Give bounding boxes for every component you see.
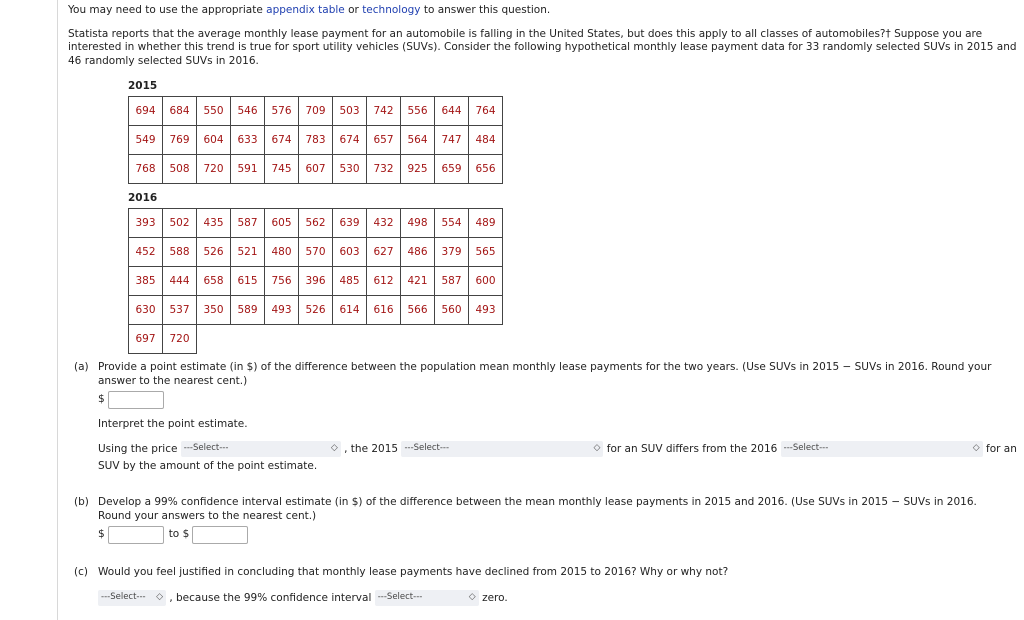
table-row: [129, 267, 503, 296]
table-cell: 503: [333, 97, 367, 126]
table-cell: 566: [401, 296, 435, 325]
table-cell: 485: [333, 267, 367, 296]
table-cell: 697: [129, 325, 163, 354]
point-estimate-input[interactable]: [108, 391, 164, 409]
instructions-post: to answer this question.: [423, 4, 551, 16]
table-cell: 720: [197, 155, 231, 184]
table-cell: 742: [367, 97, 401, 126]
table-cell: 493: [265, 296, 299, 325]
intro-paragraph: Statista reports that the average monthly lease payment for an automobile is falling in the United States, but does this apply to all classes of automobiles?† Suppose you are interested in whether this trend is true for sport utility vehicles (SUVs). Consider the following hypothetical monthly lease payment data for 33 randomly selected SUVs in 2015 and 46 randomly selected SUVs in 2016.: [68, 27, 1017, 67]
table-cell: 674: [333, 126, 367, 155]
table-cell: 604: [197, 126, 231, 155]
table-2016: [128, 208, 503, 354]
select-price-stat-value: ---Select---: [183, 442, 229, 453]
table-cell: 768: [129, 155, 163, 184]
part-c-question: Would you feel justified in concluding that monthly lease payments have declined from 2015 to 2016? Why or why not?: [98, 566, 729, 578]
table-cell: 764: [469, 97, 503, 126]
year-2015-label: 2015: [128, 80, 158, 92]
select-2016-stat-value: ---Select---: [783, 442, 829, 453]
table-cell: 747: [435, 126, 469, 155]
table-cell: 633: [231, 126, 265, 155]
part-a-question: Provide a point estimate (in $) of the difference between the population mean monthly lease payments for the two years. (Use SUVs in 2015 − SUVs in 2016. Round your answer to the nearest cent.): [98, 361, 992, 387]
table-cell: 591: [231, 155, 265, 184]
part-a: [0, 361, 1017, 473]
select-ci-relation[interactable]: [375, 590, 479, 606]
part-c-label: (c): [74, 566, 88, 578]
table-cell: 656: [469, 155, 503, 184]
table-cell: 732: [367, 155, 401, 184]
chevron-updown-icon: ◇: [468, 591, 476, 602]
part-a-currency: $: [98, 393, 105, 406]
table-cell: 587: [435, 267, 469, 296]
table-cell: 588: [163, 238, 197, 267]
chevron-updown-icon: ◇: [330, 442, 338, 453]
part-a-label: (a): [74, 361, 89, 373]
table-cell: 526: [299, 296, 333, 325]
table-2016-block: [128, 192, 503, 354]
table-cell: 549: [129, 126, 163, 155]
table-cell: 612: [367, 267, 401, 296]
table-cell: 570: [299, 238, 333, 267]
table-cell: 486: [401, 238, 435, 267]
table-cell: 720: [163, 325, 197, 354]
table-cell: 502: [163, 209, 197, 238]
table-cell: 484: [469, 126, 503, 155]
table-cell: 554: [435, 209, 469, 238]
table-cell: 452: [129, 238, 163, 267]
table-row: [129, 325, 503, 354]
instructions-pre: You may need to use the appropriate: [68, 4, 263, 16]
table-cell: 756: [265, 267, 299, 296]
table-cell: 396: [299, 267, 333, 296]
chevron-updown-icon: ◇: [972, 442, 980, 453]
table-cell: 526: [197, 238, 231, 267]
chevron-updown-icon: ◇: [156, 591, 163, 602]
table-cell: 659: [435, 155, 469, 184]
table-cell: 627: [367, 238, 401, 267]
table-cell: 379: [435, 238, 469, 267]
table-cell: 658: [197, 267, 231, 296]
table-cell: 435: [197, 209, 231, 238]
for-an-text: for an: [986, 442, 1017, 455]
table-cell: 556: [401, 97, 435, 126]
part-b-label: (b): [74, 496, 89, 508]
table-cell: 603: [333, 238, 367, 267]
table-cell: 560: [435, 296, 469, 325]
table-row: [129, 209, 503, 238]
table-cell: 508: [163, 155, 197, 184]
differs-text: for an SUV differs from the 2016: [606, 442, 778, 455]
table-cell: 630: [129, 296, 163, 325]
table-cell: 521: [231, 238, 265, 267]
table-cell: 644: [435, 97, 469, 126]
question-content: [68, 4, 1018, 68]
table-cell: 614: [333, 296, 367, 325]
technology-link[interactable]: technology: [362, 4, 421, 16]
table-cell: 530: [333, 155, 367, 184]
table-cell: 546: [231, 97, 265, 126]
table-cell: 607: [299, 155, 333, 184]
table-cell: 589: [231, 296, 265, 325]
table-cell: 600: [469, 267, 503, 296]
table-cell: 694: [129, 97, 163, 126]
table-cell: 350: [197, 296, 231, 325]
table-cell: 562: [299, 209, 333, 238]
table-cell: 783: [299, 126, 333, 155]
appendix-table-link[interactable]: appendix table: [266, 4, 345, 16]
interpret-prompt: Interpret the point estimate.: [98, 418, 248, 430]
table-cell: 489: [469, 209, 503, 238]
table-cell: 385: [129, 267, 163, 296]
table-cell: 605: [265, 209, 299, 238]
select-justified[interactable]: [98, 590, 166, 606]
table-cell: 432: [367, 209, 401, 238]
table-cell: 587: [231, 209, 265, 238]
table-cell: 615: [231, 267, 265, 296]
table-cell: 769: [163, 126, 197, 155]
table-row: [129, 238, 503, 267]
to-text: to $: [168, 528, 190, 541]
table-2015-block: [128, 80, 503, 184]
instructions-line: [68, 4, 1018, 18]
table-cell: 537: [163, 296, 197, 325]
table-row: [129, 126, 503, 155]
chevron-updown-icon: ◇: [593, 442, 601, 453]
table-cell: 925: [401, 155, 435, 184]
table-cell: 639: [333, 209, 367, 238]
the-2015-text: , the 2015: [344, 442, 399, 455]
zero-text: zero.: [482, 591, 508, 604]
table-cell: 393: [129, 209, 163, 238]
table-cell: 550: [197, 97, 231, 126]
select-2016-stat[interactable]: [781, 441, 983, 457]
part-b-currency: $: [98, 528, 105, 541]
table-cell: 576: [265, 97, 299, 126]
because-text: , because the 99% confidence interval: [169, 591, 372, 604]
part-c: [0, 566, 950, 606]
table-cell: 674: [265, 126, 299, 155]
select-2015-stat[interactable]: [401, 441, 603, 457]
table-row: [129, 296, 503, 325]
select-price-stat[interactable]: [181, 441, 341, 457]
part-b-question: Develop a 99% confidence interval estimate (in $) of the difference between the mean monthly lease payments in 2015 and 2016. (Use SUVs in 2015 − SUVs in 2016. Round your answers to the nearest cent.): [98, 496, 977, 522]
table-cell: 493: [469, 296, 503, 325]
table-cell: 498: [401, 209, 435, 238]
table-cell: 421: [401, 267, 435, 296]
table-cell: 709: [299, 97, 333, 126]
select-ci-relation-value: ---Select---: [377, 591, 423, 602]
table-cell: 565: [469, 238, 503, 267]
table-cell: 564: [401, 126, 435, 155]
table-cell: 657: [367, 126, 401, 155]
table-2015: [128, 96, 503, 184]
table-row: [129, 155, 503, 184]
table-cell: 616: [367, 296, 401, 325]
table-cell: 480: [265, 238, 299, 267]
table-row: [129, 97, 503, 126]
suv-by-text: SUV by the amount of the point estimate.: [98, 459, 318, 472]
ci-lower-input[interactable]: [108, 526, 164, 544]
select-justified-value: ---Select---: [101, 591, 146, 602]
year-2016-label: 2016: [128, 192, 158, 204]
part-b: [0, 496, 977, 544]
table-cell: 444: [163, 267, 197, 296]
using-the-text: Using the price: [98, 442, 178, 455]
ci-upper-input[interactable]: [192, 526, 248, 544]
select-2015-stat-value: ---Select---: [404, 442, 450, 453]
instructions-or: or: [348, 4, 359, 16]
table-cell: 684: [163, 97, 197, 126]
table-cell: 745: [265, 155, 299, 184]
